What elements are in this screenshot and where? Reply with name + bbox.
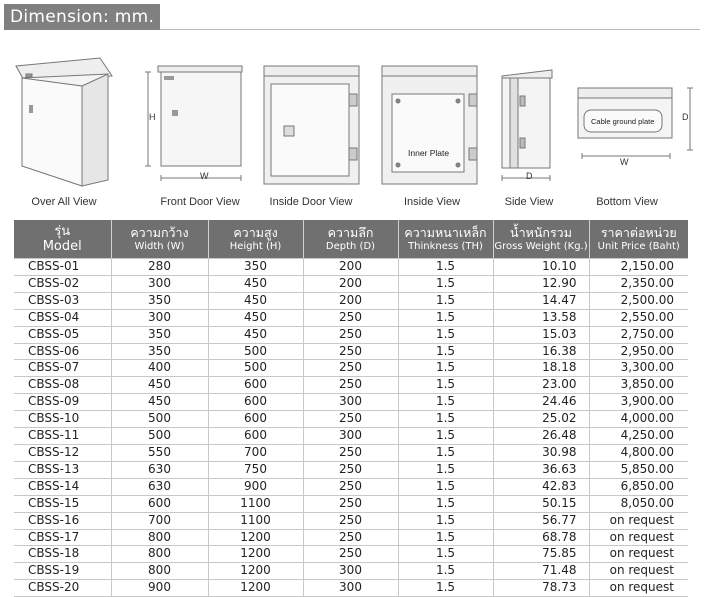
table-row [14, 478, 688, 495]
cell-width: 800 [111, 563, 208, 580]
cell-width: 800 [111, 529, 208, 546]
cell-weight: 13.58 [493, 309, 589, 326]
cell-weight: 36.63 [493, 461, 589, 478]
cell-width: 350 [111, 292, 208, 309]
cell-price: 2,500.00 [589, 292, 688, 309]
col-header-width [111, 220, 208, 259]
col-header-model [14, 220, 111, 259]
title-divider [160, 29, 700, 30]
cell-thickness: 1.5 [398, 563, 493, 580]
inner-plate-label: Inner Plate [408, 148, 450, 158]
cell-width: 350 [111, 326, 208, 343]
cell-thickness: 1.5 [398, 259, 493, 276]
cell-height: 450 [208, 326, 303, 343]
cell-depth: 250 [303, 326, 398, 343]
cell-model: CBSS-14 [14, 478, 111, 495]
cell-width: 630 [111, 461, 208, 478]
cell-height: 450 [208, 292, 303, 309]
cell-height: 600 [208, 428, 303, 445]
cell-width: 500 [111, 411, 208, 428]
cell-width: 630 [111, 478, 208, 495]
inside-view-caption: Inside View [403, 196, 461, 208]
col-header-thai: น้ำหนักรวม [510, 225, 572, 240]
col-header-thai: ราคาต่อหน่วย [600, 225, 677, 240]
table-row [14, 309, 688, 326]
front-door-view-caption: Front Door View [160, 196, 240, 208]
col-header-thai: ความหนาเหล็ก [404, 225, 487, 240]
cell-width: 450 [111, 377, 208, 394]
table-row [14, 259, 688, 276]
table-row [14, 512, 688, 529]
cell-price: 2,150.00 [589, 259, 688, 276]
cell-height: 700 [208, 444, 303, 461]
cell-price: 3,900.00 [589, 394, 688, 411]
cell-height: 500 [208, 360, 303, 377]
cell-thickness: 1.5 [398, 461, 493, 478]
cell-model: CBSS-10 [14, 411, 111, 428]
table-row [14, 394, 688, 411]
enclosure-drawings [0, 48, 709, 213]
cable-plate-label: Cable ground plate [591, 117, 655, 126]
bottom-width-label: W [620, 157, 629, 167]
cell-price: on request [589, 580, 688, 597]
cell-height: 500 [208, 343, 303, 360]
cell-price: on request [589, 529, 688, 546]
cell-thickness: 1.5 [398, 428, 493, 445]
cell-price: 4,800.00 [589, 444, 688, 461]
cell-price: 3,300.00 [589, 360, 688, 377]
cell-weight: 30.98 [493, 444, 589, 461]
cell-weight: 15.03 [493, 326, 589, 343]
col-header-depth [303, 220, 398, 259]
cell-depth: 250 [303, 546, 398, 563]
cell-width: 700 [111, 512, 208, 529]
cell-height: 600 [208, 377, 303, 394]
table-row [14, 360, 688, 377]
cell-depth: 250 [303, 495, 398, 512]
cell-model: CBSS-12 [14, 444, 111, 461]
cell-price: 4,250.00 [589, 428, 688, 445]
cell-model: CBSS-05 [14, 326, 111, 343]
cell-width: 550 [111, 444, 208, 461]
cell-width: 350 [111, 343, 208, 360]
col-header-english: Thinkness (TH) [408, 241, 483, 252]
cell-price: 3,850.00 [589, 377, 688, 394]
cell-model: CBSS-19 [14, 563, 111, 580]
cell-weight: 10.10 [493, 259, 589, 276]
col-header-english: Depth (D) [325, 241, 376, 252]
cell-width: 280 [111, 259, 208, 276]
cell-thickness: 1.5 [398, 343, 493, 360]
cell-price: 2,950.00 [589, 343, 688, 360]
cell-height: 600 [208, 394, 303, 411]
cell-width: 800 [111, 546, 208, 563]
cell-model: CBSS-09 [14, 394, 111, 411]
cell-depth: 250 [303, 343, 398, 360]
cell-width: 300 [111, 309, 208, 326]
cell-depth: 250 [303, 411, 398, 428]
col-header-thai: ความลึก [327, 225, 374, 240]
cell-model: CBSS-11 [14, 428, 111, 445]
table-row [14, 292, 688, 309]
front-door-view-drawing [145, 66, 242, 181]
cell-thickness: 1.5 [398, 360, 493, 377]
cell-price: 2,350.00 [589, 275, 688, 292]
cell-weight: 24.46 [493, 394, 589, 411]
col-header-english: Width (W) [134, 241, 185, 252]
cell-model: CBSS-01 [14, 259, 111, 276]
cell-model: CBSS-13 [14, 461, 111, 478]
table-row [14, 563, 688, 580]
cell-depth: 250 [303, 461, 398, 478]
cell-thickness: 1.5 [398, 275, 493, 292]
cell-depth: 250 [303, 377, 398, 394]
cell-thickness: 1.5 [398, 377, 493, 394]
overall-view-caption: Over All View [31, 196, 97, 208]
table-row [14, 529, 688, 546]
cell-weight: 78.73 [493, 580, 589, 597]
dimension-views [0, 48, 709, 213]
table-row [14, 326, 688, 343]
cell-depth: 250 [303, 309, 398, 326]
col-header-height [208, 220, 303, 259]
table-row [14, 428, 688, 445]
cell-thickness: 1.5 [398, 394, 493, 411]
cell-model: CBSS-04 [14, 309, 111, 326]
table-row [14, 444, 688, 461]
cell-price: 8,050.00 [589, 495, 688, 512]
cell-model: CBSS-17 [14, 529, 111, 546]
col-header-english: Gross Weight (Kg.) [494, 241, 588, 252]
cell-height: 1200 [208, 580, 303, 597]
table-row [14, 495, 688, 512]
col-header-english: Model [42, 239, 82, 254]
cell-height: 1100 [208, 512, 303, 529]
cell-model: CBSS-03 [14, 292, 111, 309]
table-row [14, 343, 688, 360]
cell-height: 1200 [208, 529, 303, 546]
cell-width: 600 [111, 495, 208, 512]
cell-width: 400 [111, 360, 208, 377]
cell-width: 300 [111, 275, 208, 292]
table-row [14, 377, 688, 394]
front-height-label: H [149, 112, 156, 122]
cell-thickness: 1.5 [398, 444, 493, 461]
table-body [14, 259, 688, 597]
cell-height: 750 [208, 461, 303, 478]
cell-price: 5,850.00 [589, 461, 688, 478]
cell-weight: 18.18 [493, 360, 589, 377]
table-row [14, 461, 688, 478]
cell-model: CBSS-16 [14, 512, 111, 529]
cell-depth: 300 [303, 428, 398, 445]
col-header-price [589, 220, 688, 259]
cell-weight: 68.78 [493, 529, 589, 546]
table-row [14, 546, 688, 563]
cell-model: CBSS-08 [14, 377, 111, 394]
cell-thickness: 1.5 [398, 411, 493, 428]
cell-depth: 300 [303, 563, 398, 580]
cell-thickness: 1.5 [398, 292, 493, 309]
table-row [14, 275, 688, 292]
cell-depth: 250 [303, 360, 398, 377]
cell-depth: 200 [303, 275, 398, 292]
cell-depth: 300 [303, 580, 398, 597]
col-header-english: Unit Price (Baht) [597, 241, 680, 252]
cell-thickness: 1.5 [398, 326, 493, 343]
cell-depth: 250 [303, 444, 398, 461]
cell-weight: 23.00 [493, 377, 589, 394]
cell-weight: 14.47 [493, 292, 589, 309]
col-header-english: Height (H) [229, 241, 282, 252]
cell-height: 450 [208, 275, 303, 292]
cell-width: 900 [111, 580, 208, 597]
cell-price: on request [589, 512, 688, 529]
cell-price: 4,000.00 [589, 411, 688, 428]
cell-weight: 16.38 [493, 343, 589, 360]
col-header-thai: ความกว้าง [130, 225, 189, 240]
cell-height: 350 [208, 259, 303, 276]
cell-model: CBSS-18 [14, 546, 111, 563]
side-view-caption: Side View [504, 196, 554, 208]
cell-price: on request [589, 563, 688, 580]
cell-height: 1200 [208, 546, 303, 563]
cell-model: CBSS-02 [14, 275, 111, 292]
side-view-drawing [502, 70, 552, 181]
front-width-label: W [200, 171, 209, 181]
page-title: Dimension: mm. [4, 4, 160, 30]
cell-weight: 26.48 [493, 428, 589, 445]
bottom-view-caption: Bottom View [596, 196, 658, 208]
bottom-depth-label: D [682, 112, 689, 122]
price-table [14, 220, 688, 597]
cell-thickness: 1.5 [398, 512, 493, 529]
cell-thickness: 1.5 [398, 580, 493, 597]
cell-weight: 42.83 [493, 478, 589, 495]
cell-thickness: 1.5 [398, 529, 493, 546]
cell-weight: 75.85 [493, 546, 589, 563]
cell-price: 6,850.00 [589, 478, 688, 495]
cell-model: CBSS-06 [14, 343, 111, 360]
cell-model: CBSS-20 [14, 580, 111, 597]
cell-price: 2,550.00 [589, 309, 688, 326]
table-row [14, 580, 688, 597]
cell-height: 450 [208, 309, 303, 326]
cell-model: CBSS-15 [14, 495, 111, 512]
cell-weight: 71.48 [493, 563, 589, 580]
table-row [14, 411, 688, 428]
cell-depth: 250 [303, 478, 398, 495]
cell-thickness: 1.5 [398, 478, 493, 495]
cell-thickness: 1.5 [398, 546, 493, 563]
cell-width: 500 [111, 428, 208, 445]
cell-depth: 250 [303, 512, 398, 529]
cell-height: 600 [208, 411, 303, 428]
inside-door-view-drawing [264, 66, 359, 184]
cell-height: 1200 [208, 563, 303, 580]
cell-weight: 56.77 [493, 512, 589, 529]
col-header-weight [493, 220, 589, 259]
cell-weight: 25.02 [493, 411, 589, 428]
cell-weight: 50.15 [493, 495, 589, 512]
cell-height: 1100 [208, 495, 303, 512]
cell-depth: 300 [303, 394, 398, 411]
col-header-thai: ความสูง [233, 225, 278, 240]
cell-depth: 250 [303, 529, 398, 546]
table-header-row [14, 220, 688, 259]
cell-thickness: 1.5 [398, 495, 493, 512]
inside-door-view-caption: Inside Door View [269, 196, 353, 208]
cell-price: 2,750.00 [589, 326, 688, 343]
col-header-thickness [398, 220, 493, 259]
overall-view-drawing [16, 58, 112, 186]
inside-view-drawing [382, 66, 477, 184]
cell-thickness: 1.5 [398, 309, 493, 326]
side-depth-label: D [526, 171, 533, 181]
col-header-thai: รุ่น [54, 224, 71, 239]
cell-model: CBSS-07 [14, 360, 111, 377]
cell-depth: 200 [303, 292, 398, 309]
cell-price: on request [589, 546, 688, 563]
cell-depth: 200 [303, 259, 398, 276]
cell-width: 450 [111, 394, 208, 411]
cell-weight: 12.90 [493, 275, 589, 292]
cell-height: 900 [208, 478, 303, 495]
